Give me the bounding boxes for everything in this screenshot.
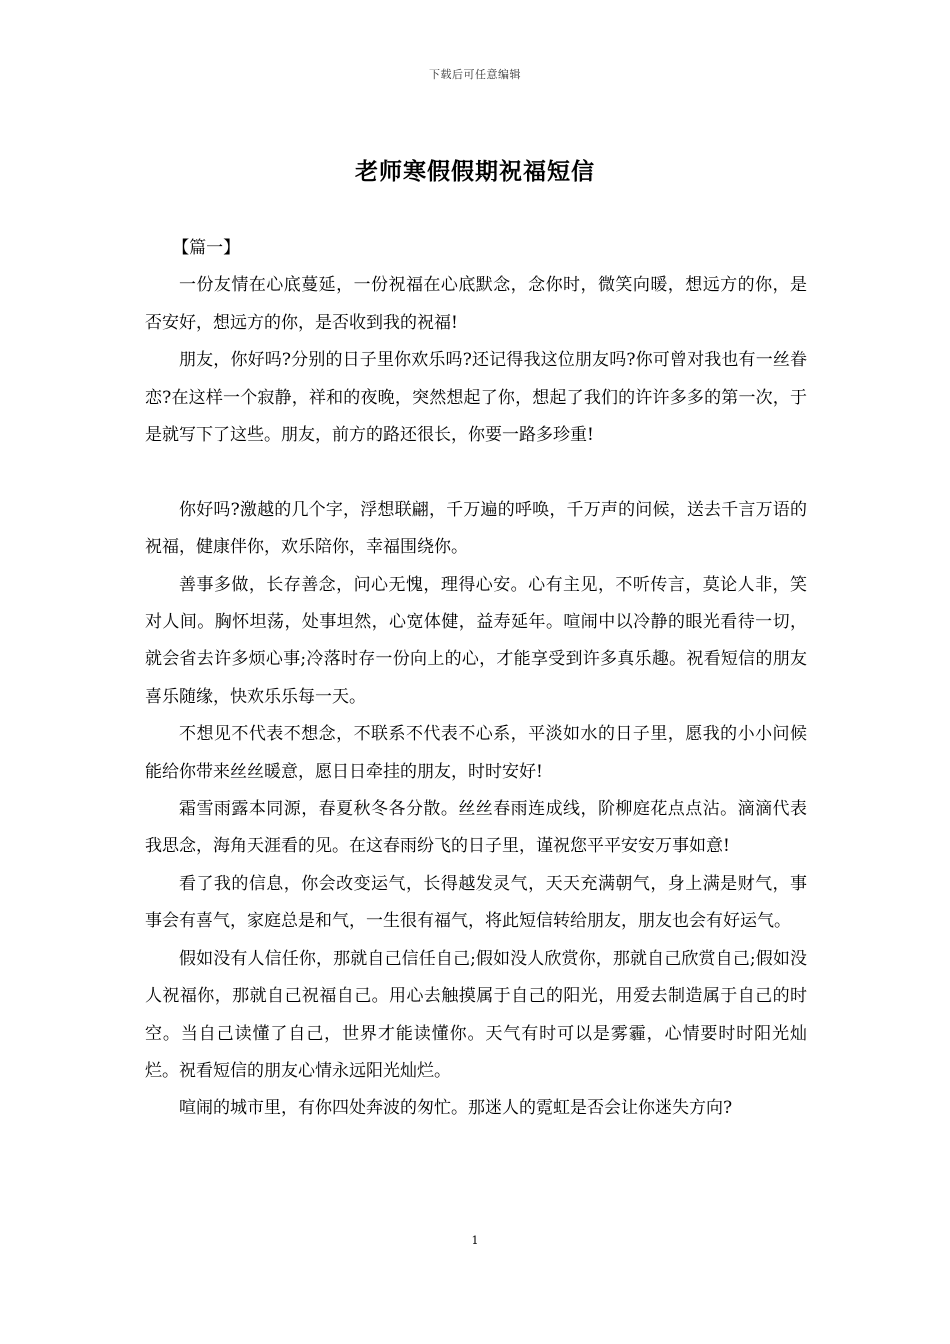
paragraph: 不想见不代表不想念，不联系不代表不心系，平淡如水的日子里，愿我的小小问候能给你带来丝丝暖意，愿日日牵挂的朋友，时时安好!: [145, 724, 807, 782]
section-label: 【篇一】: [172, 238, 241, 258]
paragraph: 朋友，你好吗?分别的日子里你欢乐吗?还记得我这位朋友吗?你可曾对我也有一丝眷恋?在这样一个寂静，祥和的夜晚，突然想起了你，想起了我们的许许多多的第一次，于是就写下了这些。朋友，前方的路还很长，你要一路多珍重!: [145, 350, 807, 446]
document-title: 老师寒假假期祝福短信: [355, 158, 595, 185]
page-number: 1: [471, 1234, 479, 1247]
header-note: 下载后可任意编辑: [429, 68, 521, 81]
paragraph: 善事多做，长存善念，问心无愧，理得心安。心有主见，不听传言，莫论人非，笑对人间。胸怀坦荡，处事坦然，心宽体健，益寿延年。喧闹中以冷静的眼光看待一切，就会省去许多烦心事;冷落时存一份向上的心，才能享受到许多真乐趣。祝看短信的朋友喜乐随缘，快欢乐乐每一天。: [145, 574, 807, 707]
paragraph: 喧闹的城市里，有你四处奔波的匆忙。那迷人的霓虹是否会让你迷失方向?: [179, 1098, 733, 1119]
document-body: [145, 230, 807, 1128]
paragraph: 假如没有人信任你，那就自己信任自己;假如没人欣赏你，那就自己欣赏自己;假如没人祝福你，那就自己祝福自己。用心去触摸属于自己的阳光，用爱去制造属于自己的时空。当自己读懂了自己，世界才能读懂你。天气有时可以是雾霾，心情要时时阳光灿烂。祝看短信的朋友心情永远阳光灿烂。: [145, 948, 807, 1081]
paragraph: 看了我的信息，你会改变运气，长得越发灵气，天天充满朝气，身上满是财气，事事会有喜气，家庭总是和气，一生很有福气，将此短信转给朋友，朋友也会有好运气。: [145, 873, 807, 932]
paragraph: 霜雪雨露本同源，春夏秋冬各分散。丝丝春雨连成线，阶柳庭花点点沾。滴滴代表我思念，海角天涯看的见。在这春雨纷飞的日子里，谨祝您平平安安万事如意!: [145, 799, 807, 857]
paragraph: 你好吗?激越的几个字，浮想联翩，千万遍的呼唤，千万声的问候，送去千言万语的祝福，健康伴你，欢乐陪你，幸福围绕你。: [145, 499, 807, 558]
blank-line: [145, 454, 807, 491]
paragraph: 一份友情在心底蔓延，一份祝福在心底默念，念你时，微笑向暖，想远方的你，是否安好，想远方的你，是否收到我的祝福!: [145, 275, 807, 333]
